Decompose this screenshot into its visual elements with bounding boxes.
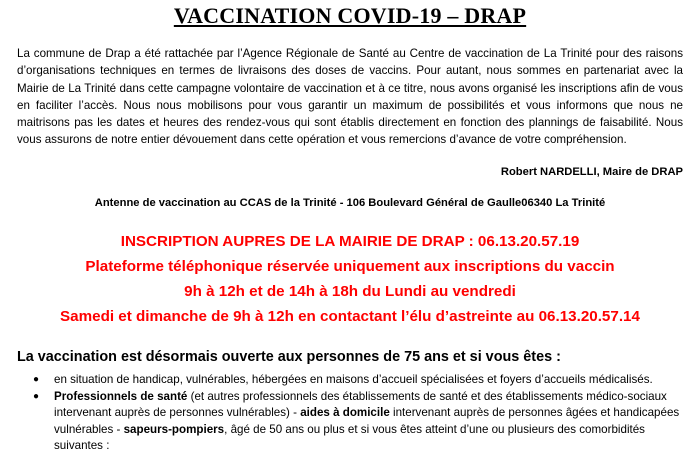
list-item-text: (et autres professionnels des établissements de santé et des établissements médico-sociaux intervenant auprès de personnes vulnérables) - (54, 389, 667, 419)
list-item-bold-text: Professionnels de santé (54, 389, 188, 403)
list-item-bold-text: sapeurs-pompiers (123, 422, 225, 436)
page-title: VACCINATION COVID-19 – DRAP (173, 3, 527, 28)
weekend-hours-line: Samedi et dimanche de 9h à 12h en contactant l’élu d’astreinte au 06.13.20.57.14 (60, 308, 640, 325)
signature: Robert NARDELLI, Maire de DRAP (500, 166, 683, 178)
list-item-text: intervenant auprès de personnes âgées et handicapées vulnérables - (54, 406, 680, 436)
intro-paragraph: La commune de Drap a été rattachée par l’Agence Régionale de Santé au Centre de vaccination de La Trinité pour des raisons d’organisations techniques en termes de livraisons des doses de vaccins. Pour autant, nous sommes en partenariat avec la Mairie de La Trinité dans cette campagne volontaire de vaccination et à ce titre, nous avons organisé les inscriptions afin de vous en faciliter l’accès. Nous nous mobilisons pour vous garantir un maximum de possibilités et vous informons que nous ne maitrisons pas les dates et heures des rendez-vous qui sont établis directement en fonction des plannings de faisabilité. Nous vous assurons de notre entier dévouement dans cette opération et vous remercions d’avance de votre compréhension. (17, 47, 683, 147)
list-item (17, 389, 683, 455)
list-item-bold-text: aides à domicile (300, 406, 390, 419)
weekday-hours-line: 9h à 12h et de 14h à 18h du Lundi au vendredi (184, 283, 516, 300)
list-item-text: en situation de handicap, vulnérables, hébergées en maisons d’accueil spécialisées et foyers d’accueils médicalisés. (54, 373, 653, 386)
list-item (17, 372, 683, 389)
bullet-icon: ● (33, 374, 40, 385)
registration-phone-line: INSCRIPTION AUPRES DE LA MAIRIE DE DRAP : 06.13.20.57.19 (120, 233, 580, 250)
vaccination-center-address: Antenne de vaccination au CCAS de la Trinité - 106 Boulevard Général de Gaulle06340 La Trinité (94, 197, 606, 209)
bullet-icon: ● (33, 390, 40, 402)
eligibility-list (17, 372, 683, 455)
eligibility-heading: La vaccination est désormais ouverte aux personnes de 75 ans et si vous êtes : (17, 349, 561, 365)
list-item-text: , âgé de 50 ans ou plus et si vous êtes atteint d’une ou plusieurs des comorbidités suivantes : (54, 422, 645, 452)
phone-platform-line: Plateforme téléphonique réservée uniquement aux inscriptions du vaccin (85, 258, 615, 275)
